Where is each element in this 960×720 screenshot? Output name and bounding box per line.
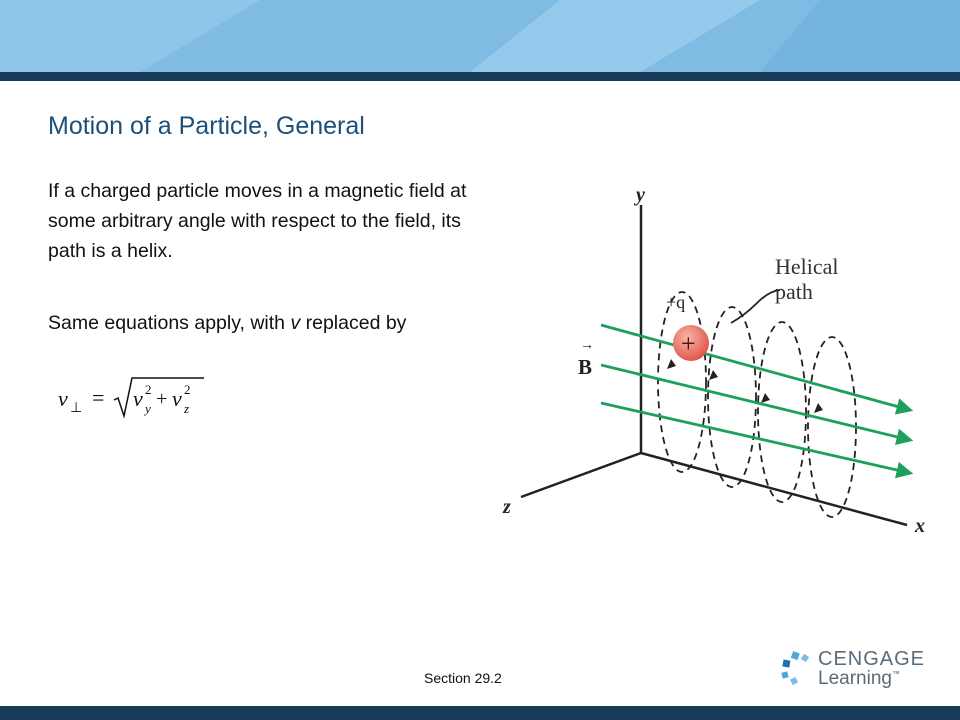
top-banner <box>0 0 960 72</box>
z-axis-label: z <box>503 496 511 518</box>
y-axis-label: y <box>636 184 645 206</box>
formula-lhs: v <box>58 386 68 411</box>
formula-term1-subscript: y <box>145 401 151 416</box>
z-axis <box>521 453 641 497</box>
logo-word-learning <box>818 668 900 690</box>
logo-word-learning-text: Learning <box>818 668 892 689</box>
cengage-logo-mark <box>778 650 814 690</box>
paragraph-equations <box>48 308 468 338</box>
logo-trademark: ™ <box>891 669 900 679</box>
helix-callout-line1: Helical <box>775 254 839 279</box>
field-vector-arrow: → <box>580 338 594 353</box>
formula-term2-power: 2 <box>184 382 191 397</box>
formula-lhs-subscript: ⊥ <box>70 401 83 416</box>
helix-callout-line2: path <box>775 279 813 304</box>
formula-term1: v <box>133 386 143 411</box>
paragraph-equations-variable: v <box>290 312 301 334</box>
x-axis-label: x <box>915 515 925 537</box>
paragraph-helix: If a charged particle moves in a magnetic field at some arbitrary angle with respect to the field, its path is a helix. <box>48 180 467 262</box>
perpendicular-velocity-formula <box>56 372 216 422</box>
section-footer: Section 29.2 <box>424 670 502 686</box>
paragraph-equations-suffix: replaced by <box>300 312 407 334</box>
cengage-logo <box>778 648 928 694</box>
bottom-rule <box>0 706 960 720</box>
field-line <box>601 365 910 440</box>
field-label: B <box>578 355 593 379</box>
formula-term2-subscript: z <box>184 401 190 416</box>
logo-word-cengage: CENGAGE <box>818 648 926 670</box>
charge-plus-sign: + <box>681 329 696 358</box>
top-rule <box>0 72 960 81</box>
formula-equals: = <box>92 385 105 410</box>
charge-label: +q <box>666 292 686 312</box>
slide-title: Motion of a Particle, General <box>48 112 365 140</box>
helix-callout-leader <box>731 290 780 323</box>
paragraph-equations-prefix: Same equations apply, with <box>48 312 291 334</box>
formula-plus: + <box>156 388 168 410</box>
banner-decoration <box>0 0 960 72</box>
helical-path-figure <box>495 175 940 540</box>
formula-term2: v <box>172 386 182 411</box>
formula-term1-power: 2 <box>145 382 152 397</box>
